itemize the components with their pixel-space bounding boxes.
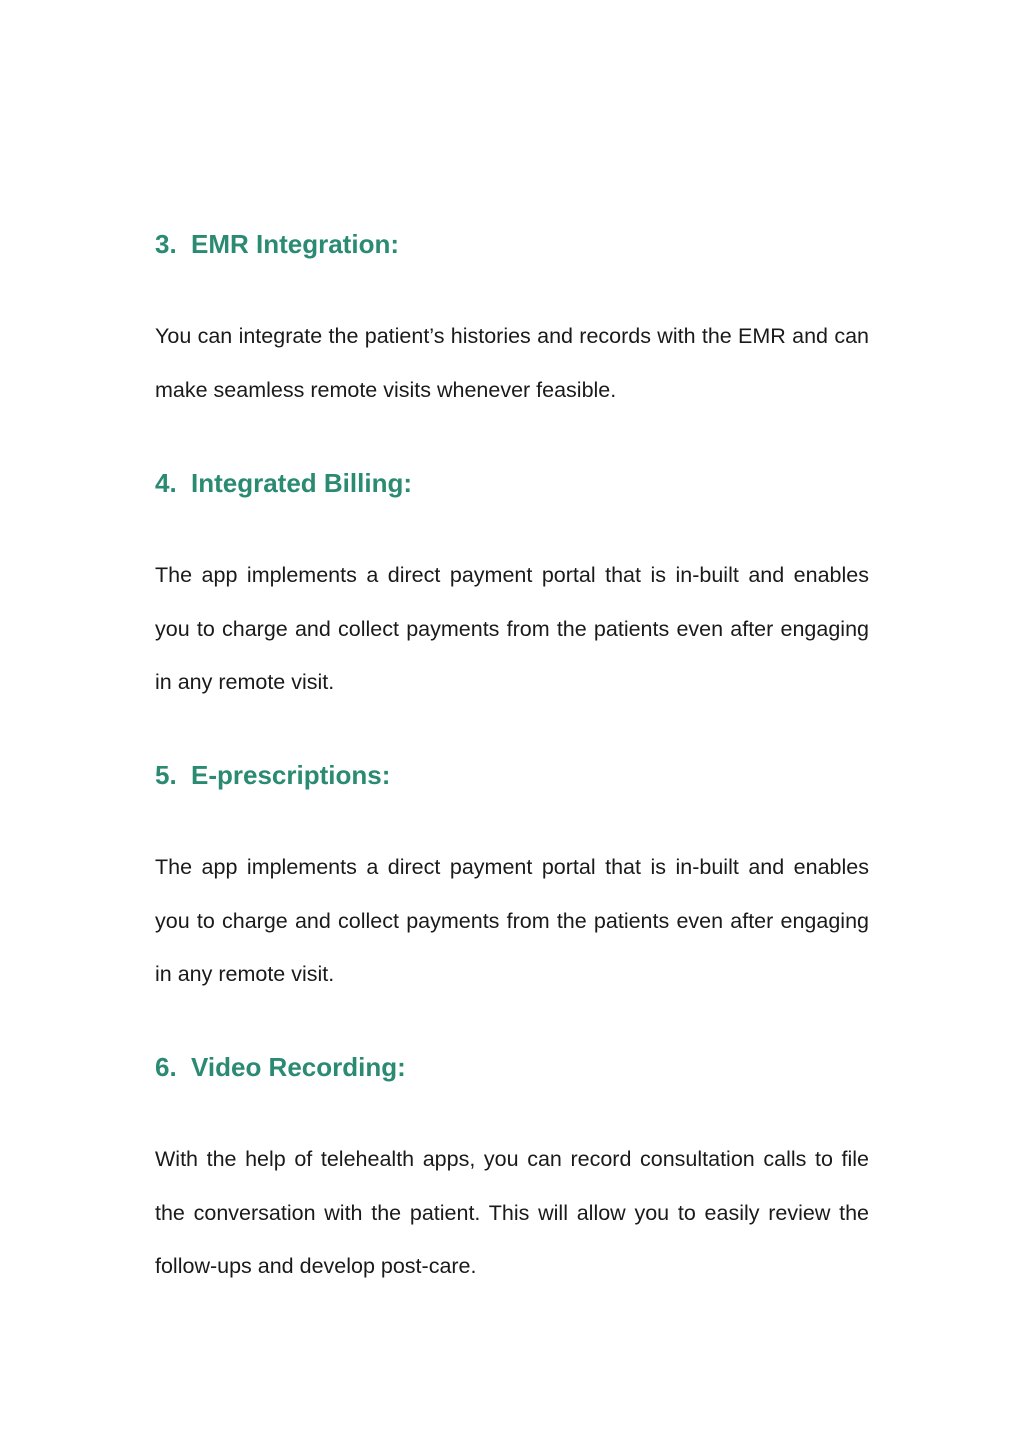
section-emr-integration-heading <box>155 227 869 261</box>
section-number: 3. <box>155 229 177 259</box>
section-body: The app implements a direct payment portal that is in-built and enables you to charge and collect payments from the patients even after engaging in any remote visit. <box>155 563 869 694</box>
section-body: You can integrate the patient’s histories and records with the EMR and can make seamless remote visits whenever feasible. <box>155 324 869 402</box>
section-heading <box>155 227 869 261</box>
section-body: The app implements a direct payment portal that is in-built and enables you to charge and collect payments from the patients even after engaging in any remote visit. <box>155 855 869 986</box>
section-heading <box>155 1050 869 1084</box>
section-title: EMR Integration: <box>191 229 399 259</box>
section-e-prescriptions-heading <box>155 758 869 792</box>
section-video-recording-heading <box>155 1050 869 1084</box>
section-title: Integrated Billing: <box>191 468 412 498</box>
section-number: 4. <box>155 468 177 498</box>
section-number: 6. <box>155 1052 177 1082</box>
section-body: With the help of telehealth apps, you can record consultation calls to file the conversation with the patient. This will allow you to easily review the follow-ups and develop post-care. <box>155 1147 869 1278</box>
section-title: E-prescriptions: <box>191 760 391 790</box>
section-title: Video Recording: <box>191 1052 406 1082</box>
section-number: 5. <box>155 760 177 790</box>
section-integrated-billing-heading <box>155 466 869 500</box>
section-heading <box>155 466 869 500</box>
section-heading <box>155 758 869 792</box>
